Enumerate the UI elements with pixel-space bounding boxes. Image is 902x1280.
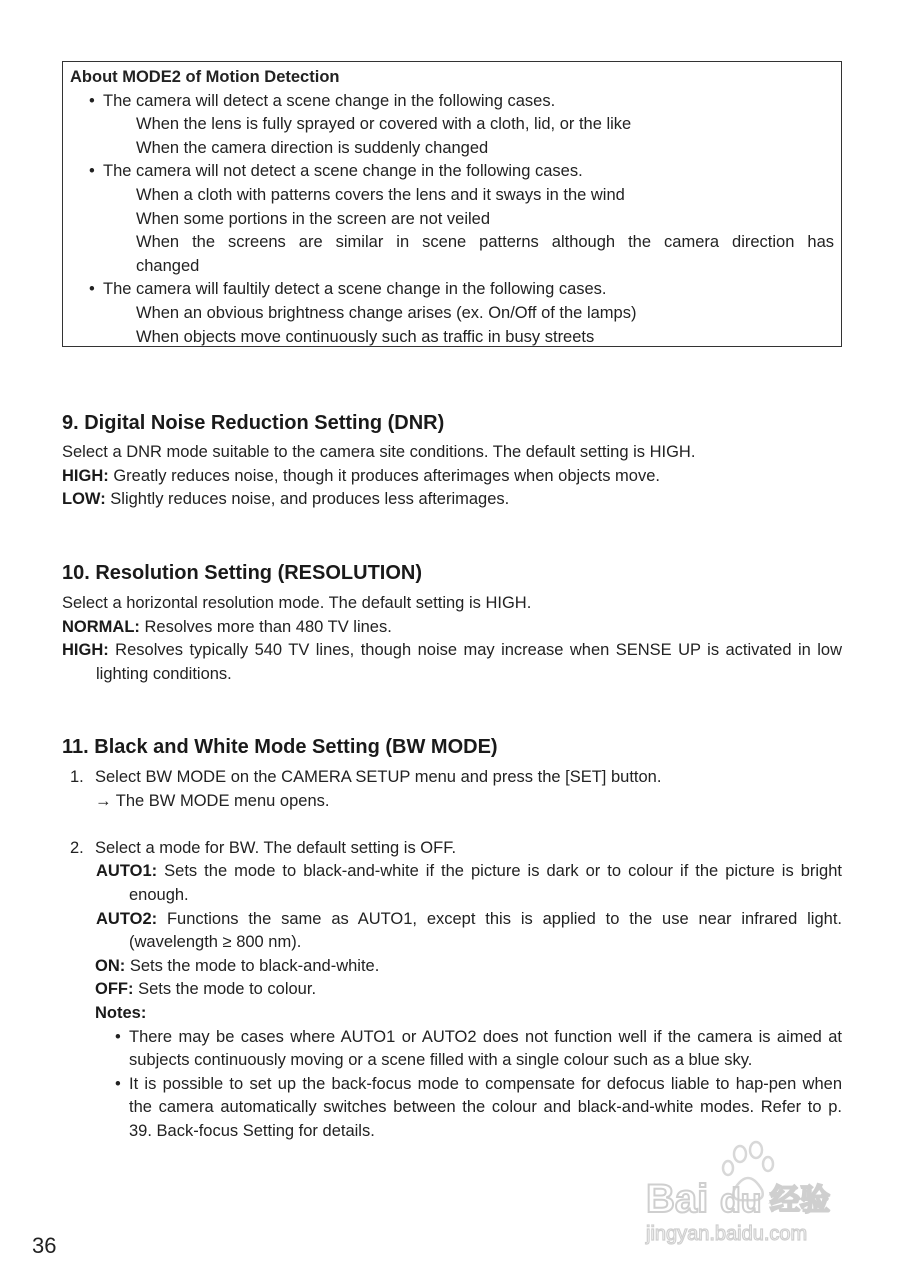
dnr-high-text: Greatly reduces noise, though it produces afterimages when objects move.: [108, 466, 660, 485]
bullet-detect: • The camera will detect a scene change in the following cases.: [70, 90, 834, 114]
resolution-normal: [62, 616, 842, 640]
detect-case-1: When the lens is fully sprayed or covered with a cloth, lid, or the like: [136, 115, 632, 134]
resolution-high-text: Resolves typically 540 TV lines, though noise may increase when SENSE UP is activated in low lighting conditions.: [96, 641, 842, 683]
step-1-result: → The BW MODE menu opens.: [95, 791, 330, 810]
baidu-jingyan-watermark-logo: [642, 1140, 856, 1250]
bullet-faulty-detect: • The camera will faultily detect a scene change in the following cases.: [70, 278, 834, 302]
dnr-low-label: LOW:: [62, 490, 106, 509]
bullet-not-detect: • The camera will not detect a scene change in the following cases.: [70, 160, 834, 184]
bw-auto1-label: AUTO1:: [96, 862, 158, 881]
resolution-normal-label: NORMAL:: [62, 617, 140, 636]
svg-text:du: du: [720, 1182, 762, 1220]
bw-mode-heading: 11. Black and White Mode Setting (BW MODE): [62, 736, 498, 758]
dnr-heading: 9. Digital Noise Reduction Setting (DNR): [62, 412, 445, 434]
bw-off-label: OFF:: [95, 980, 134, 999]
note-1: • There may be cases where AUTO1 or AUTO2 does not function well if the camera is aimed at subjects continuously moving or a scene filled with a single colour such as a blue sky.: [62, 1026, 842, 1073]
not-detect-case-1: When a cloth with patterns covers the lens and it sways in the wind: [136, 185, 625, 204]
step-2-number: 2.: [70, 838, 84, 857]
step-1: [62, 766, 842, 790]
bw-auto1: [62, 860, 842, 907]
dnr-low: [62, 488, 842, 512]
bw-on-text: Sets the mode to black-and-white.: [125, 956, 380, 975]
dnr-high-label: HIGH:: [62, 466, 109, 485]
resolution-intro: Select a horizontal resolution mode. The default setting is HIGH.: [62, 594, 532, 612]
step-2: [62, 837, 842, 861]
bw-auto2-label: AUTO2:: [96, 909, 158, 928]
resolution-high-label: HIGH:: [62, 641, 109, 660]
svg-text:jingyan.baidu.com: jingyan.baidu.com: [646, 1223, 808, 1245]
bw-off-text: Sets the mode to colour.: [133, 980, 317, 999]
step-1-text: Select BW MODE on the CAMERA SETUP menu and press the [SET] button.: [95, 768, 662, 786]
notes-label-text: Notes:: [95, 1003, 147, 1022]
detect-case-2: When the camera direction is suddenly changed: [136, 138, 489, 157]
dnr-high: [62, 465, 842, 489]
svg-text:Bai: Bai: [646, 1177, 709, 1221]
step-1-number: 1.: [70, 768, 84, 786]
resolution-high: [62, 639, 842, 686]
dnr-intro: Select a DNR mode suitable to the camera site conditions. The default setting is HIGH.: [62, 443, 696, 461]
note-2: • It is possible to set up the back-focus mode to compensate for defocus liable to hap-pen when the camera automatically switches between the colour and black-and-white modes. Refer to p. 39. Back-focus Setting for details.: [62, 1073, 842, 1144]
bw-mode-section-body: [62, 766, 842, 1144]
faulty-case-2: When objects move continuously such as traffic in busy streets: [136, 327, 595, 346]
not-detect-case-3-cont: changed: [136, 256, 200, 275]
motion-detection-note-box: [62, 61, 842, 347]
note-box-title: About MODE2 of Motion Detection: [70, 68, 340, 86]
bw-on-label: ON:: [95, 956, 126, 975]
dnr-section-body: [62, 441, 842, 512]
resolution-section-body: [62, 592, 842, 686]
bw-auto2-text: Functions the same as AUTO1, except this is applied to the use near infrared light. (wavelength ≥ 800 nm).: [129, 909, 842, 952]
step-2-text: Select a mode for BW. The default setting is OFF.: [95, 838, 457, 857]
notes-label: [62, 1002, 842, 1026]
bw-auto1-text: Sets the mode to black-and-white if the picture is dark or to colour if the picture is bright enough.: [129, 862, 842, 904]
not-detect-case-3: When the screens are similar in scene patterns although the camera direction has: [136, 233, 834, 252]
not-detect-case-2: When some portions in the screen are not veiled: [136, 209, 491, 228]
bw-on: [62, 955, 842, 979]
resolution-normal-text: Resolves more than 480 TV lines.: [139, 617, 392, 636]
bw-off: [62, 978, 842, 1002]
dnr-low-text: Slightly reduces noise, and produces less afterimages.: [105, 490, 510, 509]
page-number: 36: [32, 1233, 57, 1258]
bw-auto2: [62, 908, 842, 955]
svg-text:经验: 经验: [770, 1183, 830, 1218]
faulty-case-1: When an obvious brightness change arises (ex. On/Off of the lamps): [136, 303, 637, 322]
resolution-heading: 10. Resolution Setting (RESOLUTION): [62, 562, 423, 584]
